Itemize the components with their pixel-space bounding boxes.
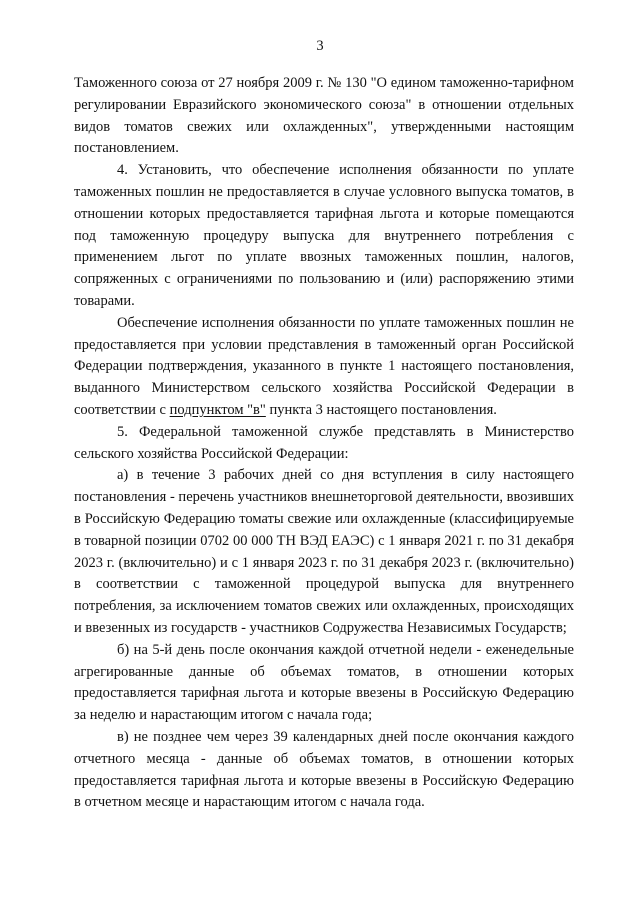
paragraph-subitem-v: в) не позднее чем через 39 календарных дней после окончания каждого отчетного месяца - данные об объемах томатов, в отношении которых предоставляется тарифная льгота и которые ввезены в Российскую Федерацию в отчетном месяце и нарастающим итогом с начала года. (74, 728, 574, 811)
paragraph-text-after-link: пункта 3 настоящего постановления. (265, 401, 497, 418)
subclause-reference-link[interactable]: подпунктом "в" (169, 401, 266, 418)
paragraph-item-5: 5. Федеральной таможенной службе представлять в Министерство сельского хозяйства Российской Федерации: (74, 423, 574, 462)
paragraph-subitem-b: б) на 5-й день после окончания каждой отчетной недели - еженедельные агрегированные данные об объемах томатов, в отношении которых предоставляется тарифная льгота и которые ввезены в Российскую Федерацию за неделю и нарастающим итогом с начала года; (74, 641, 574, 724)
paragraph-subitem-a: а) в течение 3 рабочих дней со дня вступления в силу настоящего постановления - перечень участников внешнеторговой деятельности, ввозивших в Российскую Федерацию томаты свежие или охлажденные (классифицируемые в товарной позиции 0702 00 000 ТН ВЭД ЕАЭС) с 1 января 2021 г. по 31 декабря 2023 г. (включительно) и с 1 января 2023 г. по 31 декабря 2023 г. (включительно) в соответствии с таможенной процедурой выпуска для внутреннего потребления, за исключением томатов свежих или охлажденных, происходящих и ввезенных из государств - участников Содружества Независимых Государств; (74, 467, 574, 636)
document-body (74, 73, 574, 814)
paragraph-continuation: Таможенного союза от 27 ноября 2009 г. № 130 "О едином таможенно-тарифном регулировании Евразийского экономического союза" в отношении отдельных видов томатов свежих или охлажденных", утвержденными настоящим постановлением. (74, 75, 574, 157)
paragraph-text: Обеспечение исполнения обязанности по уплате таможенных пошлин не предоставляется при условии представления в таможенный орган Российской Федерации подтверждения, указанного в пункте 1 настоящего постановления, выданного Министерством сельского хозяйства Российской Федерации в соответствии с (74, 314, 574, 418)
page-number: 3 (316, 38, 324, 54)
paragraph-security-exemption (74, 313, 574, 422)
paragraph-item-4: 4. Установить, что обеспечение исполнения обязанности по уплате таможенных пошлин не предоставляется в случае условного выпуска томатов, в отношении которых предоставляется тарифная льгота и которые помещаются под таможенную процедуру выпуска для внутреннего потребления с применением льгот по уплате ввозных таможенных пошлин, налогов, сопряженных с ограничениями по пользованию и (или) распоряжению этими товарами. (74, 162, 574, 309)
